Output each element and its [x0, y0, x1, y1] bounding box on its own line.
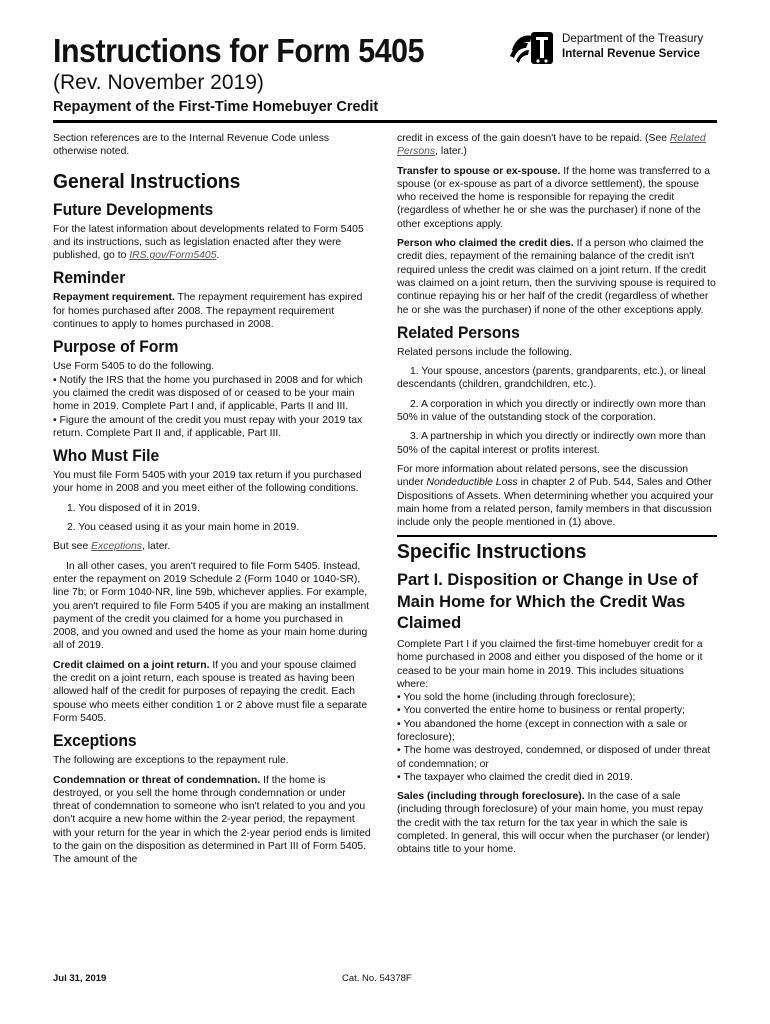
agency-block — [562, 31, 703, 61]
related-persons-text: Related persons include the following. — [397, 346, 573, 358]
condemnation-text: Condemnation or threat of condemnation. If the home is destroyed, or you sell the home through condemnation or under threat of condemnation to someone who isn't related to you and you don't acquire a new home within the 2-year period, the repayment with your return for the year in which the 2-year period ends is limited to the gain on the disposition as determined in Part III of Form 5405. The amount of the — [53, 774, 371, 866]
document-title: Instructions for Form 5405 — [53, 32, 425, 69]
list-item: 3. A partnership in which you directly or indirectly own more than 50% of the capital interest or profits interest. — [397, 431, 706, 456]
part1-bullet: • You abandoned the home (except in connection with a sale or foreclosure); — [397, 718, 717, 745]
joint-return-lead: Credit claimed on a joint return. — [53, 659, 210, 671]
died-lead: Person who claimed the credit dies. — [397, 238, 574, 250]
left-column — [53, 132, 371, 873]
see-exceptions-text: But see Exceptions, later. — [53, 541, 171, 553]
exceptions-link[interactable]: Exceptions — [91, 541, 142, 553]
condemnation-lead: Condemnation or threat of condemnation. — [53, 774, 261, 786]
list-item: 1. Your spouse, ancestors (parents, grandparents, etc.), or lineal descendants (children, grandchildren, etc.). — [397, 366, 706, 391]
continued-text: credit in excess of the gain doesn't have to be repaid. (See Related Persons, later.) — [397, 133, 706, 158]
specific-instructions-heading: Specific Instructions — [397, 540, 587, 564]
list-item: 2. A corporation in which you directly or indirectly own more than 50% in value of the outstanding stock of the corporation. — [397, 398, 706, 424]
catalog-number: Cat. No. 54378F — [342, 973, 412, 984]
intro-text: Section references are to the Internal Revenue Code unless otherwise noted. — [53, 133, 330, 158]
part1-bullet: • The home was destroyed, condemned, or disposed of under threat of condemnation; or — [397, 744, 717, 771]
purpose-text: Use Form 5405 to do the following. — [53, 361, 215, 373]
sales-text: Sales (including through foreclosure). In the case of a sale (including through foreclosure) of your main home, you must repay the credit with the tax return for the tax year in which the sale is completed. In general, this will occur when the purchaser (or lender) obtains title to your home. — [397, 791, 710, 856]
part1-heading: Part I. Disposition or Change in Use of Main Home for Which the Credit Was Claimed — [397, 571, 698, 633]
future-developments-heading: Future Developments — [53, 200, 214, 219]
right-column — [397, 132, 717, 863]
part1-text: Complete Part I if you claimed the first-time homebuyer credit for a home purchased in 2008 and either you disposed of the home or it ceased to be your main home in 2019. This includes situations where: — [397, 638, 703, 690]
revision-date: (Rev. November 2019) — [53, 71, 264, 94]
part1-bullet: • The taxpayer who claimed the credit died in 2019. — [397, 771, 717, 784]
died-text: Person who claimed the credit dies. If a person who claimed the credit dies, repayment of the remaining balance of the credit isn't required unless the credit was claimed on a joint return. If the credit was claimed on a joint return, then the surviving spouse is required to continue repaying his or her half of the credit (regardless of whether he or she was the purchaser) if none of the other exceptions apply. — [397, 238, 716, 316]
section-rule — [397, 535, 717, 537]
part1-bullet: • You converted the entire home to business or rental property; — [397, 704, 717, 717]
reminder-text: Repayment requirement. The repayment requirement has expired for homes purchased after 2008. The repayment requirement continues to apply to homes purchased in 2008. — [53, 292, 363, 331]
all-other-cases-text: In all other cases, you aren't required to file Form 5405. Instead, enter the repayment on 2019 Schedule 2 (Form 1040 or 1040-SR), line 7b; or Form 1040-NR, line 59b, whichever applies. For example, you aren't required to file Form 5405 if you are making an installment payment of the credit you claimed for a home you purchased in 2008, and you owned and used the home as your main home during all of 2019. — [53, 560, 370, 652]
list-item: 2. You ceased using it as your main home in 2019. — [67, 522, 300, 534]
transfer-text: Transfer to spouse or ex-spouse. If the home was transferred to a spouse (or ex-spouse as part of a divorce settlement), the spouse who received the home is responsible for repaying the credit (regardless of whether he or she was the purchaser) if none of the other exceptions apply. — [397, 165, 711, 230]
purpose-bullet: • Notify the IRS that the home you purchased in 2008 and for which you claimed the credit was disposed of or ceased to be your main home in 2019. Complete Part I and, if applicable, Parts II and III. — [53, 374, 371, 414]
transfer-lead: Transfer to spouse or ex-spouse. — [397, 165, 561, 177]
exceptions-text: The following are exceptions to the repayment rule. — [53, 755, 289, 767]
related-persons-heading: Related Persons — [397, 323, 520, 342]
purpose-heading: Purpose of Form — [53, 338, 179, 357]
purpose-bullet: • Figure the amount of the credit you must repay with your 2019 tax return. Complete Part II and, if applicable, Part III. — [53, 414, 371, 441]
header-rule — [53, 120, 717, 123]
part1-bullet: • You sold the home (including through foreclosure); — [397, 691, 717, 704]
joint-return-text: Credit claimed on a joint return. If you and your spouse claimed the credit on a joint return, each spouse is treated as having been allowed half of the credit for purposes of repaying the credit. Each spouse who meets either condition 1 or 2 above must file a separate Form 5405. — [53, 659, 368, 724]
general-instructions-heading: General Instructions — [53, 169, 241, 193]
irs-form5405-link[interactable]: IRS.gov/Form5405 — [129, 250, 217, 262]
sales-lead: Sales (including through foreclosure). — [397, 791, 585, 803]
more-info-text: For more information about related persons, see the discussion under Nondeductible Loss in chapter 2 of Pub. 544, Sales and Other Dispositions of Assets. When determining whether you acquired your main home from a related person, family members in that discussion include only the people mentioned in (1) above. — [397, 463, 714, 529]
who-must-file-heading: Who Must File — [53, 447, 160, 466]
related-persons-link[interactable]: Related Persons — [397, 133, 706, 158]
who-must-file-text: You must file Form 5405 with your 2019 tax return if you purchased your home in 2008 and you meet either of the following conditions. — [53, 470, 362, 495]
future-developments-text: For the latest information about developments related to Form 5405 and its instructions, such as legislation enacted after they were published, go to IRS.gov/Form5405. — [53, 223, 364, 262]
reminder-heading: Reminder — [53, 269, 126, 288]
reminder-lead: Repayment requirement. — [53, 292, 175, 304]
exceptions-heading: Exceptions — [53, 732, 137, 751]
document-subtitle: Repayment of the First-Time Homebuyer Credit — [53, 99, 379, 115]
department-name: Department of the Treasury — [562, 32, 704, 45]
footer-date: Jul 31, 2019 — [53, 973, 107, 984]
irs-eagle-logo-icon — [508, 28, 556, 68]
list-item: 1. You disposed of it in 2019. — [67, 502, 200, 514]
agency-name: Internal Revenue Service — [562, 47, 700, 60]
